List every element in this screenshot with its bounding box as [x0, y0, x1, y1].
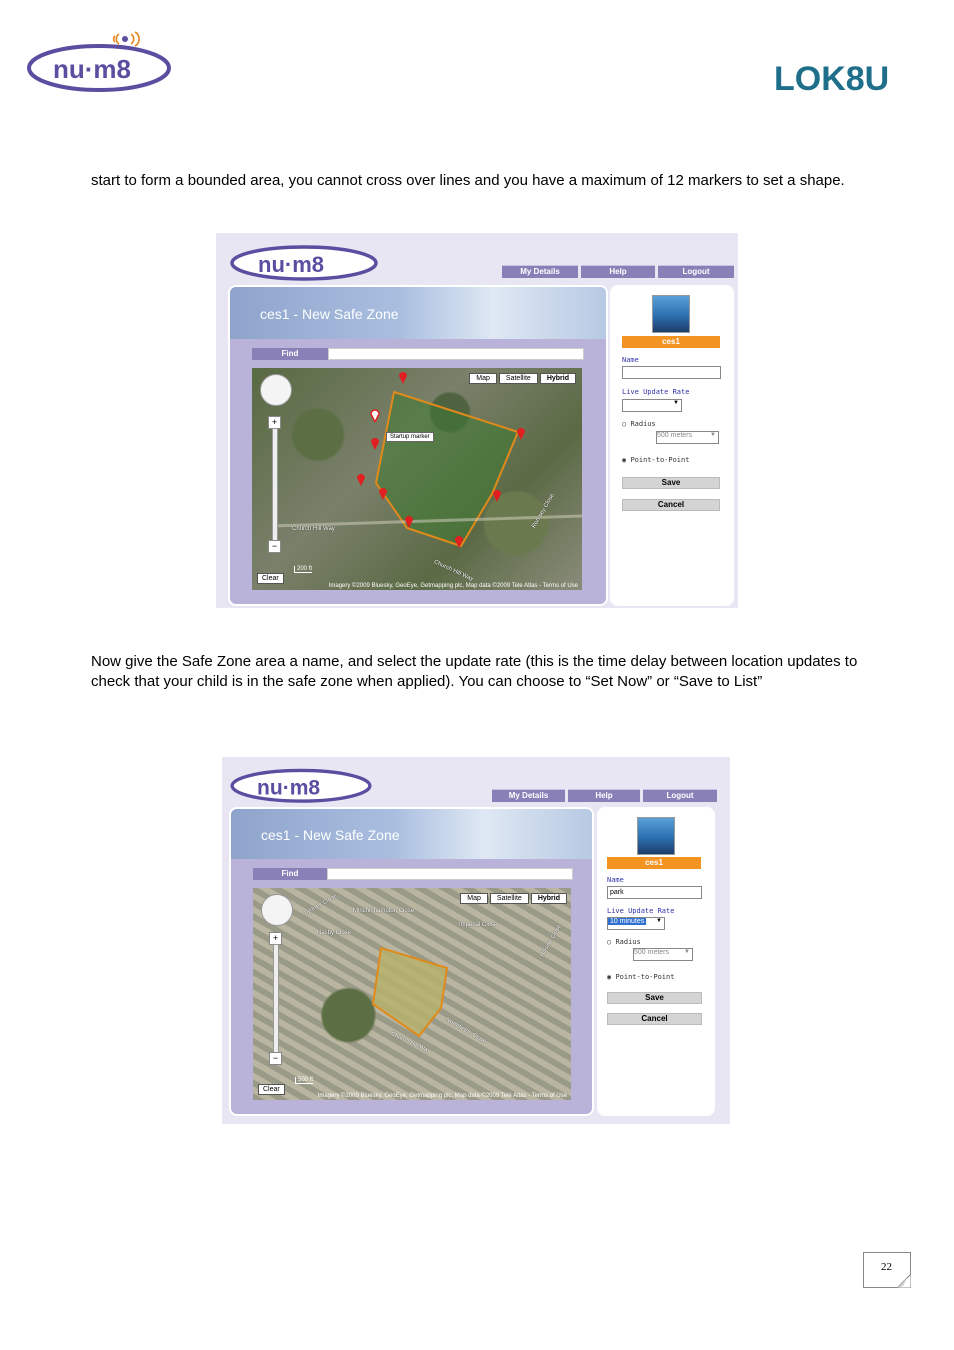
street-label: Northfields Close: [444, 1016, 488, 1046]
cancel-button[interactable]: Cancel: [607, 1013, 702, 1025]
find-button[interactable]: Find: [253, 868, 327, 880]
find-row: [253, 868, 573, 880]
name-label: Name: [622, 356, 639, 364]
radius-label: Radius: [615, 938, 641, 946]
find-row: [252, 348, 584, 360]
nav-my-details[interactable]: My Details: [492, 789, 565, 802]
side-panel: [597, 807, 715, 1116]
side-panel: [610, 285, 734, 606]
marker-pin[interactable]: [492, 488, 502, 502]
map-type-switch: [460, 893, 567, 904]
nav-logout[interactable]: Logout: [658, 265, 734, 278]
find-input[interactable]: [328, 348, 584, 360]
clear-button[interactable]: Clear: [258, 1084, 285, 1095]
page-number: 22: [881, 1261, 892, 1273]
page-number-box: [863, 1252, 911, 1288]
child-avatar: [637, 817, 675, 855]
map-view[interactable]: [253, 888, 571, 1100]
find-input[interactable]: [327, 868, 573, 880]
startup-marker-pin[interactable]: [370, 408, 380, 422]
chevron-down-icon: ▼: [656, 918, 662, 924]
page-title: ces1 - New Safe Zone: [261, 827, 400, 843]
app-logo-text: nu·m8: [258, 252, 324, 277]
marker-pin[interactable]: [516, 426, 526, 440]
map-view[interactable]: [252, 368, 582, 590]
radius-label: Radius: [630, 420, 656, 428]
safe-zone-polygon: [253, 888, 571, 1100]
street-label: Nasby Close: [317, 930, 352, 936]
lok8u-logo-text: LOK8U: [774, 60, 890, 98]
pan-control[interactable]: [261, 894, 293, 926]
marker-pin[interactable]: [404, 514, 414, 528]
street-label: Imperial Close: [459, 922, 498, 928]
point-to-point-radio[interactable]: ◉ Point-to-Point: [607, 973, 675, 981]
pan-control[interactable]: [260, 374, 292, 406]
zoom-slider[interactable]: [272, 428, 278, 542]
zoom-in-button[interactable]: +: [269, 932, 282, 945]
map-scale: 500 ft: [295, 1077, 313, 1084]
main-panel: [228, 285, 608, 606]
chevron-down-icon: ▼: [673, 400, 679, 406]
paragraph-2: Now give the Safe Zone area a name, and select the update rate (this is the time delay between location updates to check that your child is in the safe zone when applied). You can choose to “Set Now” or “Save to List”: [91, 653, 858, 690]
zoom-out-button[interactable]: −: [268, 540, 281, 553]
update-rate-select[interactable]: [622, 399, 682, 412]
save-button[interactable]: Save: [622, 477, 720, 489]
chevron-down-icon: ▼: [710, 432, 716, 438]
nav-help[interactable]: Help: [581, 265, 655, 278]
title-banner: [230, 287, 606, 339]
update-rate-label: Live Update Rate: [607, 907, 675, 915]
radius-select[interactable]: [633, 948, 693, 961]
street-label: Hillside Close: [539, 923, 563, 959]
save-button[interactable]: Save: [607, 992, 702, 1004]
screenshot-1: [216, 233, 738, 608]
marker-pin[interactable]: [356, 472, 366, 486]
street-label: Church Hill Way: [292, 526, 335, 532]
nav-help[interactable]: Help: [568, 789, 640, 802]
title-banner: [231, 809, 592, 859]
map-type-hybrid[interactable]: Hybrid: [531, 893, 567, 904]
point-to-point-label: Point-to-Point: [630, 456, 690, 464]
clear-button[interactable]: Clear: [257, 573, 284, 584]
name-label: Name: [607, 876, 624, 884]
street-label: Lydney Close: [303, 893, 339, 917]
map-copyright: Imagery ©2009 Bluesky, GeoEye, Getmapping plc, Map data ©2009 Tele Atlas - Terms of Use: [328, 583, 578, 589]
cancel-button[interactable]: Cancel: [622, 499, 720, 511]
numo-logo-text: nu·m8: [53, 54, 131, 84]
map-copyright: Imagery ©2009 Bluesky, GeoEye, Getmapping plc, Map data ©2009 Tele Atlas - Terms of Use: [317, 1093, 567, 1099]
page-title: ces1 - New Safe Zone: [260, 306, 399, 322]
numo-logo: [27, 28, 175, 92]
nav-logout[interactable]: Logout: [643, 789, 717, 802]
marker-pin[interactable]: [370, 436, 380, 450]
safe-zone-polygon: [252, 368, 582, 590]
main-panel: [229, 807, 594, 1116]
marker-pin[interactable]: [378, 486, 388, 500]
point-to-point-label: Point-to-Point: [615, 973, 675, 981]
page-curl-icon: [897, 1274, 911, 1288]
child-name-badge: ces1: [607, 857, 701, 869]
map-scale: 200 ft: [294, 566, 312, 573]
map-type-satellite[interactable]: Satellite: [499, 373, 538, 384]
marker-pin[interactable]: [454, 534, 464, 548]
radius-select[interactable]: [656, 431, 719, 444]
paragraph-1: start to form a bounded area, you cannot cross over lines and you have a maximum of 12 markers to set a shape.: [91, 172, 845, 189]
top-nav: [502, 265, 734, 278]
zoom-out-button[interactable]: −: [269, 1052, 282, 1065]
map-type-map[interactable]: Map: [460, 893, 488, 904]
name-input[interactable]: [622, 366, 721, 379]
app-logo: [230, 235, 378, 281]
street-label: Church Hill Way: [389, 1031, 432, 1055]
radius-value: 500 meters: [634, 949, 670, 956]
chevron-down-icon: ▼: [684, 949, 690, 955]
map-type-satellite[interactable]: Satellite: [490, 893, 529, 904]
street-label: Church Hill Way: [432, 559, 475, 583]
marker-pin[interactable]: [398, 370, 408, 384]
zoom-in-button[interactable]: +: [268, 416, 281, 429]
map-type-map[interactable]: Map: [469, 373, 497, 384]
radius-radio[interactable]: ○ Radius: [622, 420, 656, 428]
zoom-slider[interactable]: [273, 944, 279, 1054]
screenshot-2: [222, 757, 730, 1124]
update-rate-value: 10 minutes: [610, 918, 645, 925]
update-rate-label: Live Update Rate: [622, 388, 690, 396]
street-label: Minchinhampton Close: [353, 908, 415, 914]
radius-radio[interactable]: ○ Radius: [607, 938, 641, 946]
radius-value: 500 meters: [657, 432, 693, 439]
find-button[interactable]: Find: [252, 348, 328, 360]
map-type-hybrid[interactable]: Hybrid: [540, 373, 576, 384]
map-type-switch: [469, 373, 576, 384]
app-logo-text: nu·m8: [257, 776, 321, 800]
child-name-badge: ces1: [622, 336, 720, 348]
street-label: Romsey Close: [531, 492, 556, 530]
name-input[interactable]: park: [607, 886, 702, 899]
startup-marker-tooltip: Startup marker: [386, 432, 434, 442]
nav-my-details[interactable]: My Details: [502, 265, 578, 278]
update-rate-select[interactable]: [607, 917, 665, 930]
app-logo: [230, 759, 372, 803]
lok8u-logo: [772, 52, 912, 108]
top-nav: [492, 789, 717, 802]
child-avatar: [652, 295, 690, 333]
point-to-point-radio[interactable]: ◉ Point-to-Point: [622, 456, 690, 464]
